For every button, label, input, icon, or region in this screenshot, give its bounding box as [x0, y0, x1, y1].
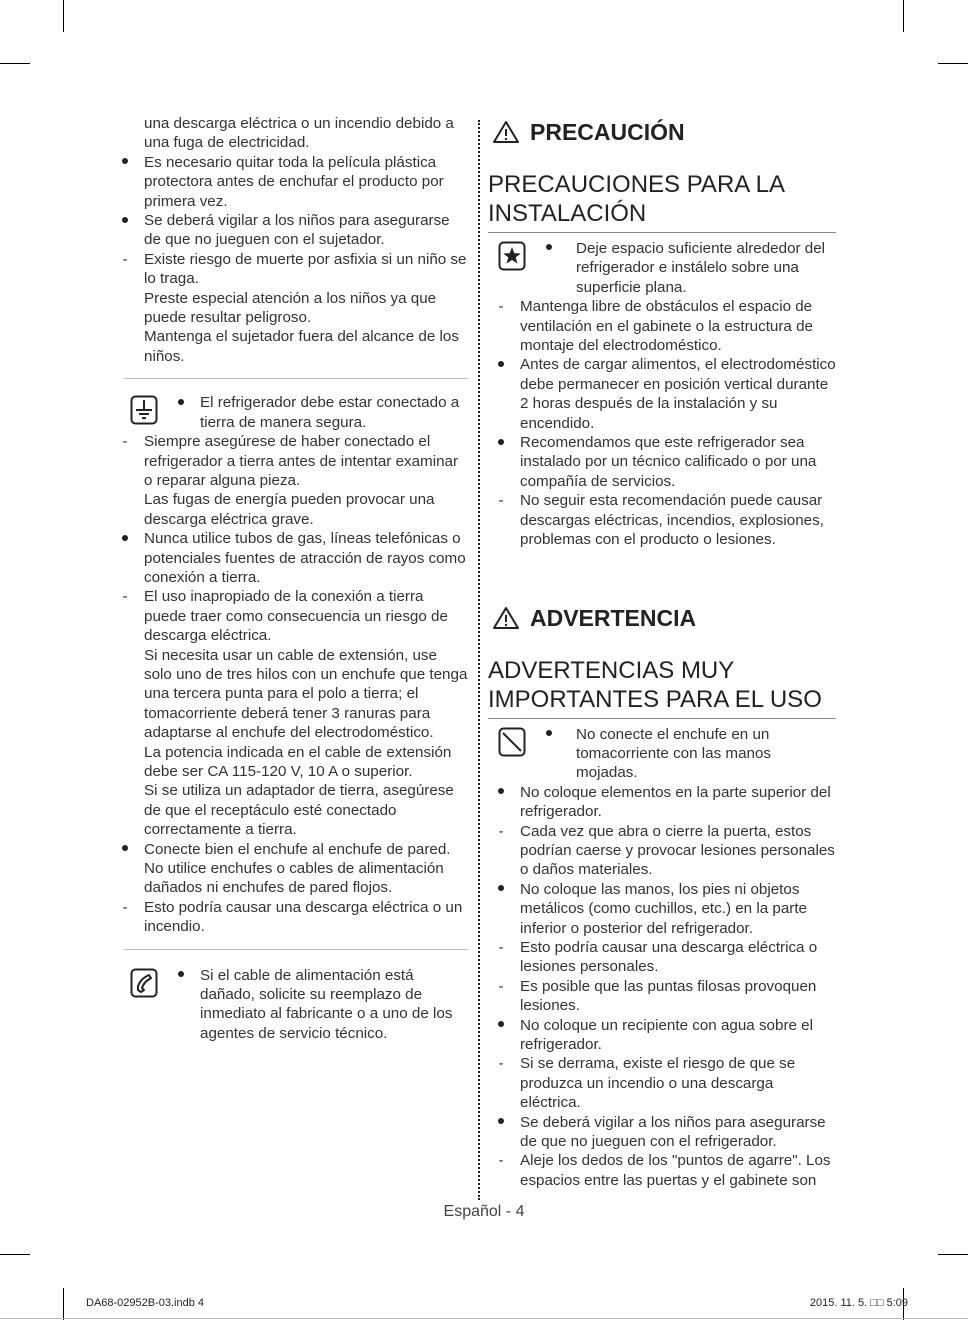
bullet-icon [118, 153, 132, 172]
list-item-text: La potencia indicada en el cable de extensión debe ser CA 115-120 V, 10 A o superior. [144, 743, 452, 780]
list-item [488, 433, 836, 491]
list-item-text: Es necesario quitar toda la película plástica protectora antes de enchufar el producto por primera vez. [144, 153, 444, 210]
list-item [488, 938, 836, 977]
warning-triangle-icon [492, 120, 520, 144]
dash-icon: - [498, 977, 504, 995]
crop-mark [938, 63, 968, 64]
list-item-text: Mantenga libre de obstáculos el espacio de ventilación en el gabinete o la estructura de montaje del electrodoméstico. [520, 298, 813, 355]
section-separator [124, 378, 468, 379]
list-item [112, 327, 468, 366]
space-notice-text: Deje espacio suficiente alrededor del refrigerador e instálelo sobre una superficie plana. [576, 240, 826, 296]
bullet-icon [494, 433, 508, 452]
bullet-icon [118, 211, 132, 230]
dash-icon: - [498, 298, 504, 316]
dash-icon: - [122, 588, 128, 606]
dash-icon: - [498, 938, 504, 956]
bullet-icon [494, 783, 508, 802]
list-item-text: El uso inapropiado de la conexión a tierra puede traer como consecuencia un riesgo de descarga eléctrica. [144, 588, 448, 645]
list-item [488, 783, 836, 822]
bullet-icon [494, 1113, 508, 1132]
crop-mark [0, 63, 30, 64]
list-item-text: Se deberá vigilar a los niños para asegurarse de que no jueguen con el refrigerador. [520, 1113, 826, 1151]
list-item [112, 646, 468, 743]
space-notice [488, 239, 836, 297]
list-item-text: Siempre asegúrese de haber conectado el refrigerador a tierra antes de intentar examinar o reparar alguna pieza. [144, 433, 459, 489]
list-item-text: Conecte bien el enchufe al enchufe de pared. No utilice enchufes o cables de alimentación dañados ni enchufes de pared flojos. [144, 840, 451, 897]
list-item-text: No coloque un recipiente con agua sobre el refrigerador. [520, 1016, 813, 1053]
list-item [488, 977, 836, 1016]
dash-icon: - [122, 898, 128, 916]
list-item-text: Esto podría causar una descarga eléctrica o lesiones personales. [520, 938, 818, 976]
list-item [488, 1054, 836, 1112]
bullet-icon [178, 966, 184, 985]
list-item [112, 587, 468, 645]
prohibited-icon [498, 727, 526, 757]
install-heading: PRECAUCIONES PARA LA INSTALACIÓN [488, 170, 836, 233]
section-separator [124, 949, 468, 950]
phone-icon [130, 968, 158, 998]
caution-heading [492, 118, 836, 146]
list-item-text: Esto podría causar una descarga eléctrica o un incendio. [144, 898, 463, 936]
list-item-text: Si necesita usar un cable de extensión, use solo uno de tres hilos con un enchufe que tenga una tercera punta para el polo a tierra; el tomacorriente deberá tener 3 ranuras para adaptarse al enchufe del electrodoméstico. [144, 646, 468, 742]
list-item [112, 250, 468, 289]
list-item [112, 289, 468, 328]
ground-notice-text: El refrigerador debe estar conectado a tierra de manera segura. [200, 394, 460, 431]
bullet-icon [494, 880, 508, 899]
list-item [112, 490, 468, 529]
list-item-text: Mantenga el sujetador fuera del alcance de los niños. [144, 328, 459, 365]
crop-mark [903, 0, 904, 32]
ground-icon [130, 395, 158, 425]
list-item [488, 880, 836, 938]
page-edge [0, 1318, 968, 1319]
ground-notice [112, 393, 468, 432]
left-column [112, 114, 468, 1043]
crop-mark [938, 1254, 968, 1255]
bullet-icon [178, 393, 184, 412]
list-item-text: Si se utiliza un adaptador de tierra, asegúrese de que el receptáculo esté conectado correctamente a tierra. [144, 782, 454, 839]
list-item [488, 1016, 836, 1055]
dash-icon: - [122, 433, 128, 451]
bullet-icon [546, 725, 552, 744]
warning-title: ADVERTENCIA [530, 604, 697, 631]
service-notice [112, 966, 468, 1044]
star-icon [498, 241, 526, 271]
list-item-text: Antes de cargar alimentos, el electrodoméstico debe permanecer en posición vertical durante 2 horas después de la instalación y su encendido. [520, 356, 836, 432]
dash-icon: - [498, 1152, 504, 1170]
list-item-text: Es posible que las puntas filosas provoquen lesiones. [520, 977, 817, 1015]
usage-heading: ADVERTENCIAS MUY IMPORTANTES PARA EL USO [488, 656, 836, 719]
bullet-icon [494, 355, 508, 374]
print-file-label: DA68-02952B-03.indb 4 [86, 1297, 205, 1309]
list-item [112, 529, 468, 587]
dash-icon: - [122, 250, 128, 268]
left-block-1 [112, 114, 468, 366]
dash-icon: - [498, 492, 504, 510]
caution-title: PRECAUCIÓN [530, 119, 685, 145]
list-item [488, 355, 836, 433]
list-item-text: Existe riesgo de muerte por asfixia si un niño se lo traga. [144, 250, 467, 288]
list-item-text: Las fugas de energía pueden provocar una descarga eléctrica grave. [144, 491, 435, 528]
list-item [112, 114, 468, 153]
list-item-text: Preste especial atención a los niños ya que puede resultar peligroso. [144, 289, 437, 327]
service-notice-text: Si el cable de alimentación está dañado, solicite su reemplazo de inmediato al fabricante o a uno de los agentes de servicio técnico. [200, 966, 453, 1042]
crop-mark [63, 1288, 64, 1320]
bullet-icon [118, 529, 132, 548]
list-item [112, 432, 468, 490]
bullet-icon [494, 1016, 508, 1035]
warning-triangle-icon [492, 606, 520, 630]
list-item-text: No coloque elementos en la parte superior del refrigerador. [520, 783, 831, 821]
list-item [488, 1151, 836, 1190]
list-item [488, 297, 836, 355]
left-block-2 [112, 432, 468, 937]
list-item [112, 898, 468, 937]
list-item [112, 211, 468, 250]
dash-icon: - [498, 822, 504, 840]
wet-hands-notice [488, 725, 836, 783]
warning-heading [492, 604, 836, 632]
list-item-text: Aleje los dedos de los "puntos de agarre". Los espacios entre las puertas y el gabinete son [520, 1152, 831, 1189]
list-item-text: Cada vez que abra o cierre la puerta, estos podrían caerse y provocar lesiones personales o daños materiales. [520, 822, 835, 879]
crop-mark [0, 1254, 30, 1255]
list-item-text: Nunca utilice tubos de gas, líneas telefónicas o potenciales fuentes de atracción de rayos como conexión a tierra. [144, 530, 466, 586]
usage-list [488, 783, 836, 1191]
list-item [488, 822, 836, 880]
list-item-text: una descarga eléctrica o un incendio debido a una fuga de electricidad. [144, 115, 454, 152]
dash-icon: - [498, 1055, 504, 1073]
bullet-icon [118, 840, 132, 859]
install-list [488, 297, 836, 549]
list-item-text: Se deberá vigilar a los niños para asegurarse de que no jueguen con el sujetador. [144, 212, 450, 249]
list-item-text: Recomendamos que este refrigerador sea instalado por un técnico calificado o por una compañía de servicios. [520, 434, 817, 490]
right-column [488, 118, 836, 1190]
print-date-label: 2015. 11. 5. □□ 5:09 [809, 1297, 908, 1309]
column-divider [478, 120, 480, 1200]
list-item [488, 491, 836, 549]
page-number: Español - 4 [443, 1203, 525, 1220]
list-item [112, 840, 468, 898]
list-item-text: Si se derrama, existe el riesgo de que se produzca un incendio o una descarga eléctrica. [520, 1055, 796, 1112]
crop-mark [63, 0, 64, 32]
list-item [112, 153, 468, 211]
list-item-text: No seguir esta recomendación puede causar descargas eléctricas, incendios, explosiones, problemas con el producto o lesiones. [520, 492, 824, 549]
wet-hands-notice-text: No conecte el enchufe en un tomacorriente con las manos mojadas. [576, 725, 771, 782]
list-item [112, 781, 468, 839]
list-item [488, 1113, 836, 1152]
list-item [112, 743, 468, 782]
bullet-icon [546, 239, 552, 258]
list-item-text: No coloque las manos, los pies ni objetos metálicos (como cuchillos, etc.) en la parte inferior o posterior del refrigerador. [520, 880, 807, 937]
